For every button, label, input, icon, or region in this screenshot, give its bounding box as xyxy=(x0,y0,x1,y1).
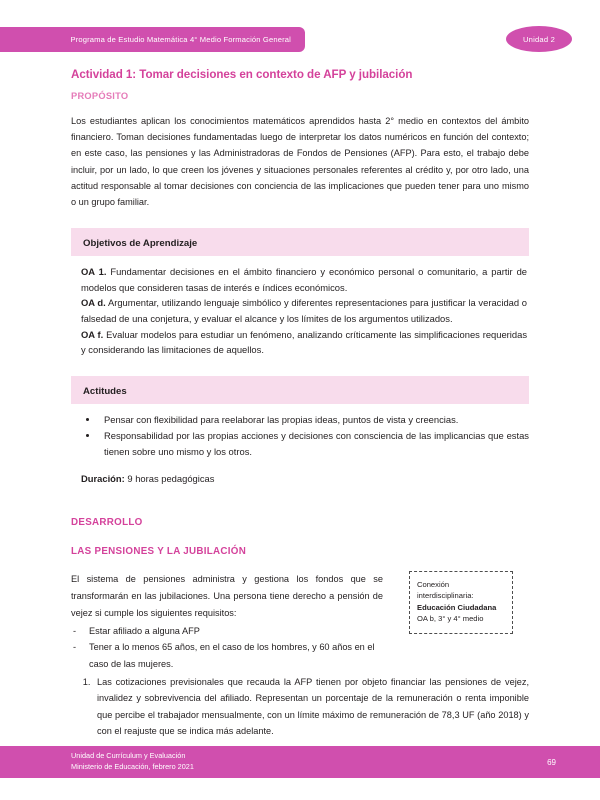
objetivo-item xyxy=(81,264,527,295)
program-banner-text: Programa de Estudio Matemática 4° Medio Formación General xyxy=(70,35,291,44)
list-item: • Responsabilidad por las propias acciones y decisiones con consciencia de las implicancias que estas tienen sobre uno mismo y los otros. xyxy=(99,428,529,459)
objetivo-code: OA f. xyxy=(81,328,104,340)
page-header xyxy=(0,27,600,52)
desarrollo-intro-paragraph: El sistema de pensiones administra y gestiona los fondos que se transformarán en las jubilaciones. Una persona tiene derecho a pensión de vejez si cumple los siguientes requisitos: xyxy=(71,573,383,618)
duracion-line xyxy=(81,473,529,484)
duracion-value: 9 horas pedagógicas xyxy=(124,472,215,484)
duracion-label: Duración: xyxy=(81,472,125,484)
list-item: • Pensar con flexibilidad para reelaborar las propias ideas, puntos de vista y creencias. xyxy=(99,412,529,428)
objetivo-code: OA 1. xyxy=(81,266,107,278)
actitudes-list xyxy=(71,412,529,460)
list-item: - Estar afiliado a alguna AFP xyxy=(71,623,383,640)
objetivos-box-header xyxy=(71,228,529,256)
desarrollo-columns xyxy=(71,571,529,673)
unit-badge xyxy=(506,26,572,52)
page-footer xyxy=(0,746,600,778)
unit-badge-label: Unidad 2 xyxy=(523,34,555,44)
desarrollo-main-column xyxy=(71,571,383,673)
proposito-label: PROPÓSITO xyxy=(71,91,129,101)
objetivo-code: OA d. xyxy=(81,297,106,309)
conexion-oa: OA b, 3° y 4° medio xyxy=(417,614,484,624)
objetivos-list xyxy=(71,264,529,358)
activity-title: Actividad 1: Tomar decisiones en contexto de AFP y jubilación xyxy=(71,68,413,81)
objetivo-item xyxy=(81,327,527,358)
footer-line-2: Ministerio de Educación, febrero 2021 xyxy=(71,762,194,771)
page-number: 69 xyxy=(547,757,556,767)
program-banner xyxy=(0,27,305,52)
actitudes-box-title: Actitudes xyxy=(83,385,127,397)
list-item: 1. Las cotizaciones previsionales que recauda la AFP tienen por objeto financiar las pensiones de vejez, invalidez y sobrevivencia del afiliado. Representan un porcentaje de la remuneración o renta imponible que percibe el trabajador mensualmente, con un límite máximo de remuneración de 78,3 UF (año 2018) y con el reajuste que se indica más adelante. xyxy=(93,674,529,740)
actitudes-box-header xyxy=(71,376,529,404)
desarrollo-heading: DESARROLLO xyxy=(71,516,143,528)
list-item: - Tener a lo menos 65 años, en el caso de los hombres, y 60 años en el caso de las mujeres. xyxy=(71,639,383,672)
conexion-interdisciplinaria-box xyxy=(409,571,513,634)
proposito-paragraph: Los estudiantes aplican los conocimientos matemáticos aprendidos hasta 2° medio en contextos del ámbito financiero. Toman decisiones fundamentadas luego de interpretar los datos numéricos en función del contexto; en este caso, las pensiones y las Administradoras de Fondos de Pensiones (AFP). Para esto, el trabajo debe incluir, por un lado, lo que creen los jóvenes y situaciones personales referentes al crédito y, por otro lado, una actitud responsable al tomar decisiones con conciencia de las implicaciones que pueden tener para uno mismo o un grupo familiar. xyxy=(71,116,529,208)
page-content xyxy=(71,68,529,740)
objetivo-text: Evaluar modelos para estudiar un fenómeno, analizando críticamente las simplificaciones requeridas y considerando las limitaciones de aquellos. xyxy=(81,328,528,356)
requisitos-list xyxy=(71,623,383,673)
cotizaciones-numbered-list xyxy=(71,674,529,740)
objetivo-text: Fundamentar decisiones en el ámbito financiero y económico personal o comunitario, a partir de modelos que consideren tasas de interés e índices económicos. xyxy=(81,266,527,293)
objetivo-text: Argumentar, utilizando lenguaje simbólico y diferentes representaciones para justificar la veracidad o falsedad de una conjetura, y evaluar el alcance y los límites de los argumentos utilizados. xyxy=(81,297,528,324)
objetivos-box-title: Objetivos de Aprendizaje xyxy=(83,238,198,250)
conexion-subject: Educación Ciudadana xyxy=(417,602,497,612)
conexion-line-2: interdisciplinaria: xyxy=(417,591,474,601)
conexion-line-1: Conexión xyxy=(417,579,450,589)
pensiones-subheading: LAS PENSIONES Y LA JUBILACIÓN xyxy=(71,545,247,557)
footer-institution xyxy=(71,751,194,772)
footer-line-1: Unidad de Currículum y Evaluación xyxy=(71,751,186,761)
objetivo-item xyxy=(81,295,527,326)
